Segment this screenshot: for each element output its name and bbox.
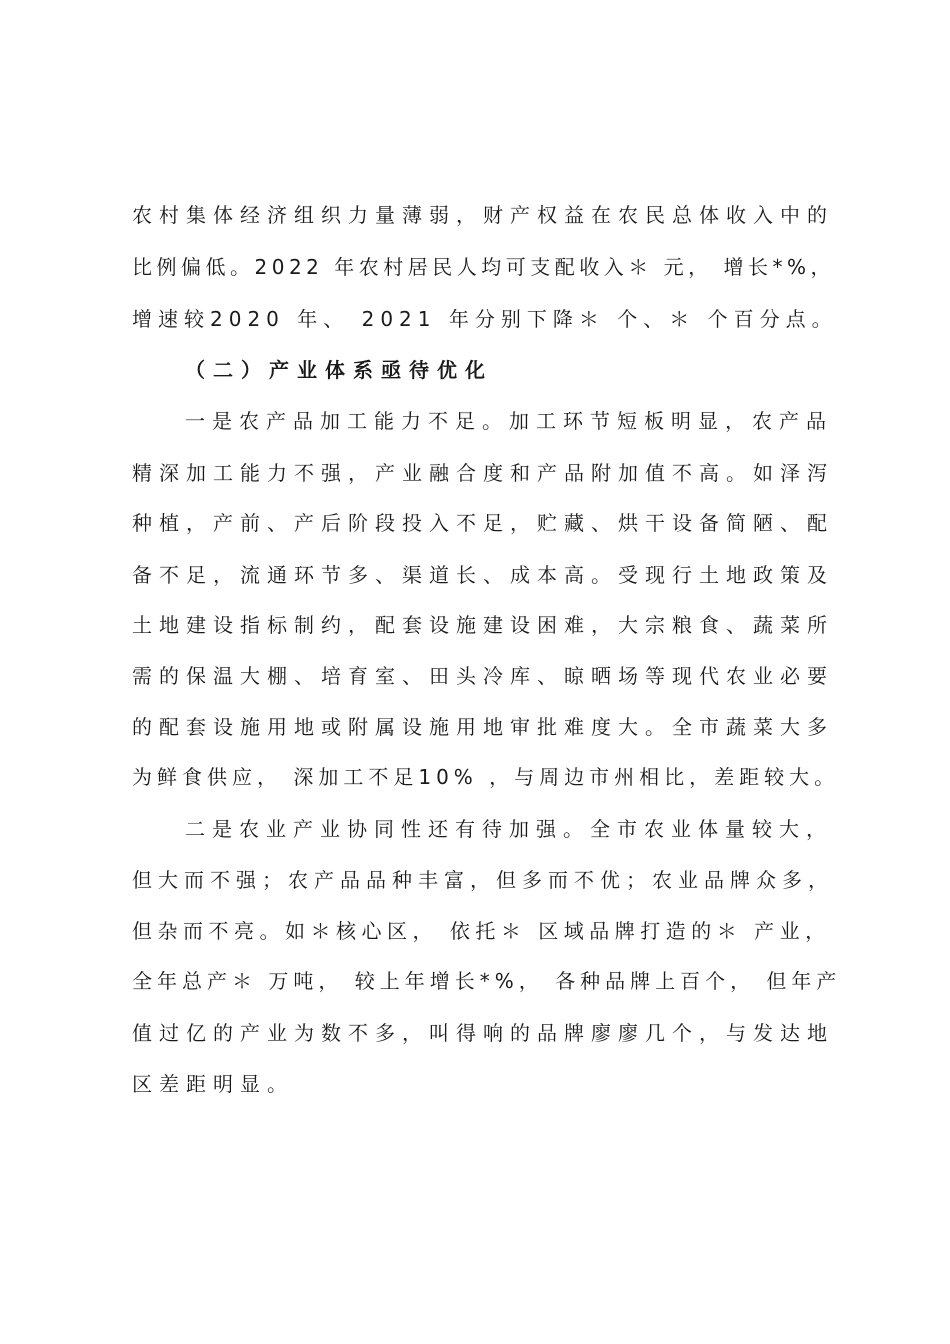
paragraph-line: 值过亿的产业为数不多，叫得响的品牌廖廖几个，与发达地 [132,1021,834,1045]
paragraph-line: 土地建设指标制约，配套设施建设困难，大宗粮食、蔬菜所 [132,613,834,637]
paragraph-line: 种植，产前、产后阶段投入不足，贮藏、烘干设备简陋、配 [132,511,834,535]
paragraph-line: 但大而不强；农产品品种丰富，但多而不优；农业品牌众多， [132,868,834,892]
paragraph-line: 区差距明显。 [132,1072,294,1096]
paragraph-line: 农村集体经济组织力量薄弱，财产权益在农民总体收入中的 [132,203,834,227]
paragraph-line: 全年总产＊ 万吨， 较上年增长*%， 各种品牌上百个， 但年产 [132,969,842,993]
paragraph-line: 备不足，流通环节多、渠道长、成本高。受现行土地政策及 [132,563,834,587]
paragraph-line: 需的保温大棚、培育室、田头冷库、晾晒场等现代农业必要 [132,664,834,688]
paragraph-line: 二是农业产业协同性还有待加强。全市农业体量较大， [185,817,833,841]
paragraph-line: 但杂而不亮。如＊核心区， 依托＊ 区域品牌打造的＊ 产业， [132,919,831,943]
paragraph-line: 一是农产品加工能力不足。加工环节短板明显，农产品 [185,409,833,433]
paragraph-line: 的配套设施用地或附属设施用地审批难度大。全市蔬菜大多 [132,715,834,739]
paragraph-line: 为鲜食供应， 深加工不足10% ，与周边市州相比，差距较大。 [132,765,840,789]
paragraph-line: 精深加工能力不强，产业融合度和产品附加值不高。如泽泻 [132,461,834,485]
paragraph-line: 比例偏低。2022 年农村居民人均可支配收入＊ 元， 增长*%， [132,255,835,279]
paragraph-line: 增速较2020 年、 2021 年分别下降＊ 个、＊ 个百分点。 [132,307,838,331]
section-heading: （二）产业体系亟待优化 [185,358,493,382]
